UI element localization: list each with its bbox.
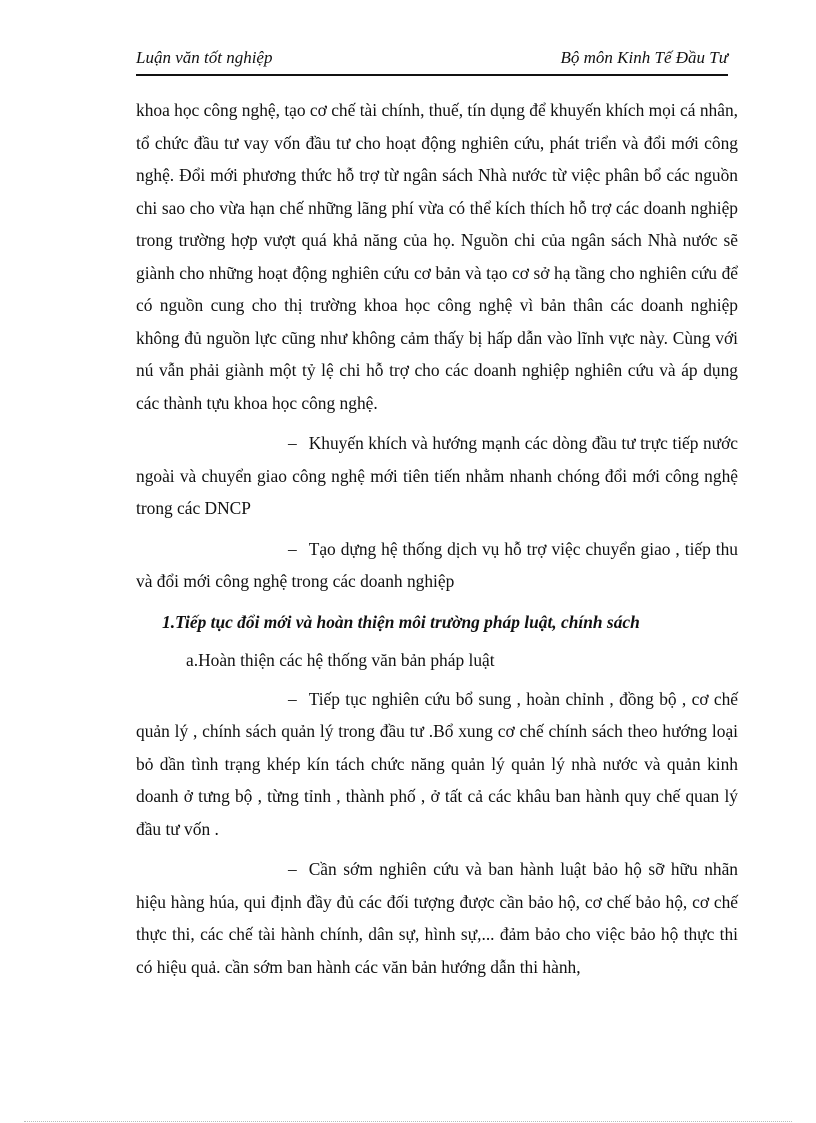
page-bottom-border [24,1121,792,1122]
dash-bullet: – [288,688,297,709]
paragraph-2 [136,427,738,525]
paragraph-3-text: Tạo dựng hệ thống dịch vụ hỗ trợ việc chuyển giao , tiếp thu và đổi mới công nghệ trong các doanh nghiệp [136,538,738,591]
subsection-heading: a.Hoàn thiện các hệ thống văn bản pháp luật [186,650,495,670]
dash-bullet: – [288,859,297,879]
paragraph-5-text: Cần sớm nghiên cứu và ban hành luật bảo hộ sỡ hữu nhãn hiệu hàng húa, qui định đầy đủ các đối tượng được cần bảo hộ, cơ chế bảo hộ, cơ chế thực thi, các chế tài hành chính, dân sự, hình sự,... đảm bảo cho việc bảo hộ thực thi có hiệu quả. cần sớm ban hành các văn bản hướng dẫn thi hành, [136,859,738,977]
paragraph-4-text: Tiếp tục nghiên cứu bổ sung , hoàn chỉnh , đồng bộ , cơ chế quản lý , chính sách quản lý trong đầu tư .Bổ xung cơ chế chính sách theo hướng loại bỏ dần tình trạng khép kín tách chức năng quản lý quản lý nhà nước và quản kinh doanh ở tưng bộ , từng tỉnh , thành phố , ở tất cả các khâu ban hành quy chế quan lý đầu tư vốn . [136,688,738,839]
paragraph-2-text: Khuyến khích và hướng mạnh các dòng đầu tư trực tiếp nước ngoài và chuyển giao công nghệ mới tiên tiến nhằm nhanh chóng đổi mới công nghệ trong các DNCP [136,433,738,518]
dash-bullet: – [288,433,297,453]
dash-bullet: – [288,538,297,559]
header-title-right: Bộ môn Kinh Tế Đầu Tư [560,48,728,67]
page-header [136,46,728,76]
paragraph-5 [136,853,738,983]
paragraph-1: khoa học công nghệ, tạo cơ chế tài chính, thuế, tín dụng để khuyến khích mọi cá nhân, tổ chức đầu tư vay vốn đầu tư cho hoạt động nghiên cứu, phát triển và đổi mới công nghệ. Đổi mới phương thức hỗ trợ từ ngân sách Nhà nước từ việc phân bổ các nguồn chi sao cho vừa hạn chế những lãng phí vừa có thể kích thích hỗ trợ các doanh nghiệp trong trường hợp vượt quá khả năng của họ. Nguồn chi của ngân sách Nhà nước sẽ giành cho những hoạt động nghiên cứu cơ bản và tạo cơ sở hạ tầng cho nghiên cứu để có nguồn cung cho thị trường khoa học công nghệ vì bản thân các doanh nghiệp không đủ nguồn lực cũng như không cảm thấy bị hấp dẫn vào lĩnh vực này. Cùng với nú vẫn phải giành một tỷ lệ chi hỗ trợ cho các doanh nghiệp nghiên cứu và áp dụng các thành tựu khoa học công nghệ. [136,100,738,413]
section-heading: 1.Tiếp tục đổi mới và hoàn thiện môi trường pháp luật, chính sách [162,611,640,632]
document-body [136,94,738,991]
header-title-left: Luận văn tốt nghiệp [136,48,273,67]
paragraph-3 [136,533,738,598]
paragraph-4 [136,683,738,846]
